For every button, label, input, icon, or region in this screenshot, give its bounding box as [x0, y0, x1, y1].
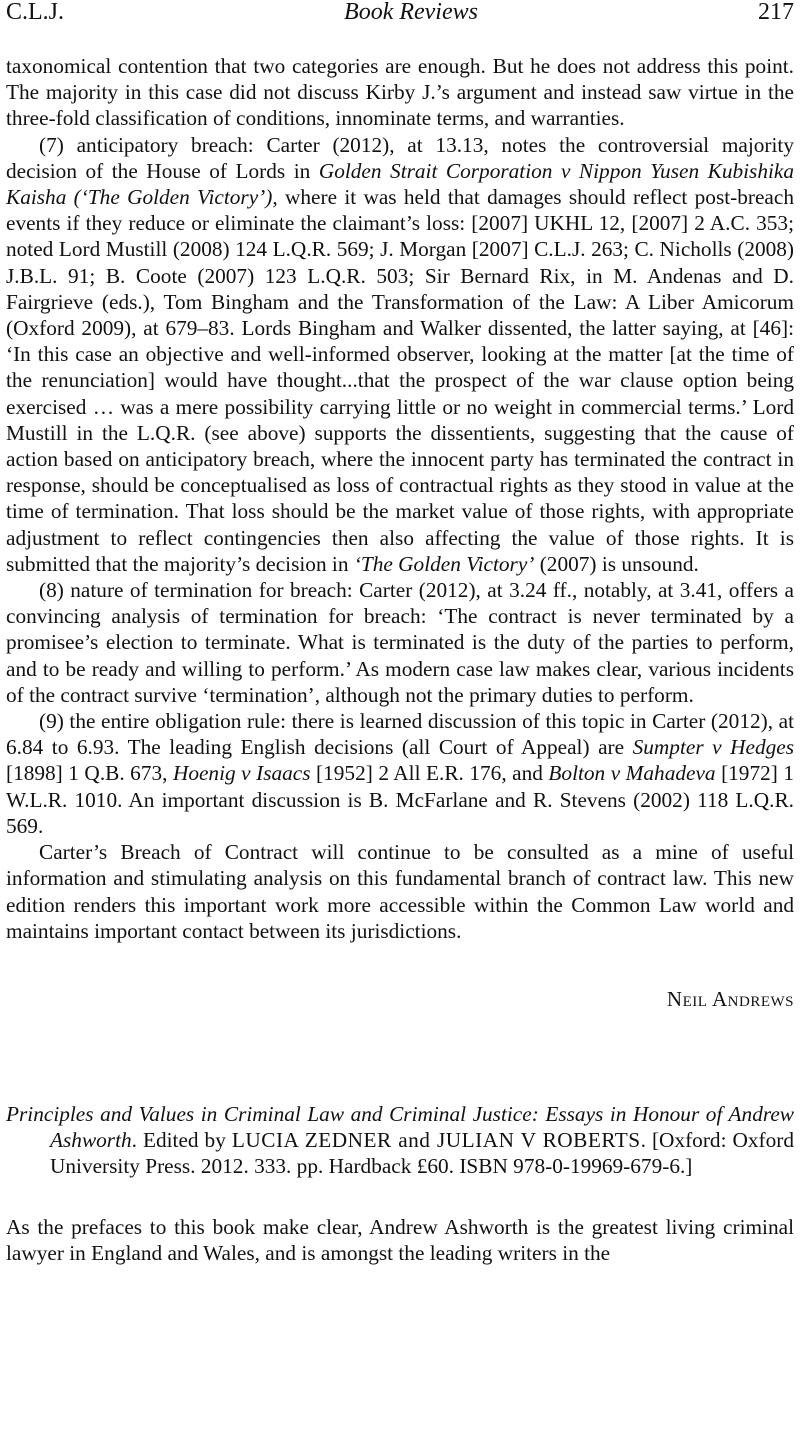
review-continuation: [6, 53, 794, 944]
case-name: Golden Strait Corporation v Nippon Yusen Kubishika Kaisha (‘The Golden Victory’): [6, 158, 794, 210]
page: [6, 0, 794, 1266]
text-run: [1972] 1 W.L.R. 1010. An important discussion is B. McFarlane and R. Stevens (2002) 118 L.Q.R. 569.: [6, 761, 794, 838]
text-run: [1898] 1 Q.B. 673,: [6, 761, 173, 786]
text-run: , where it was held that damages should reflect post-breach events if they reduce or eliminate the claimant’s loss: [2007] UKHL 12, [2007] 2 A.C. 353; noted Lord Mustill (2008) 124 L.Q.R. 569; J. Morgan [2007] C.L.J. 263; C. Nicholls (2008) J.B.L. 91; B. Coote (2007) 123 L.Q.R. 503; Sir Bernard Rix, in M. Andenas and D. Fairgrieve (eds.), Tom Bingham and the Transformation of the Law: A Liber Amicorum (Oxford 2009), at 679–83. Lords Bingham and Walker dissented, the latter saying, at [46]: ‘In this case an objective and well-informed observer, looking at the matter [at the time of the renunciation] would have thought...that the prospect of the war clause option being exercised … was a mere possibility carrying little or no weight in commercial terms.’ Lord Mustill in the L.Q.R. (see above) supports the dissentients, suggesting that the cause of action based on anticipatory breach, where the innocent party has terminated the contract in response, should be conceptualised as loss of contractual rights as they stood in value at the time of termination. That loss should be the market value of those rights, with appropriate adjustment to reflect contingencies then also affecting the value of those rights. It is submitted that the majority’s decision in: [6, 185, 794, 576]
running-head: [6, 0, 794, 26]
section-title: Book Reviews: [344, 0, 478, 25]
editors: LUCIA ZEDNER and JULIAN V ROBERTS: [231, 1128, 641, 1153]
paragraph-conclusion: Carter’s Breach of Contract will continue to be consulted as a mine of useful information and stimulating analysis on this fundamental branch of contract law. This new edition renders this important work more accessible within the Common Law world and maintains important contact between its jurisdictions.: [6, 840, 794, 943]
text-run: [1952] 2 All E.R. 176, and: [310, 761, 549, 786]
journal-abbreviation: C.L.J.: [6, 0, 65, 25]
case-name: Sumpter v Hedges: [632, 735, 794, 760]
paragraph-anticipatory-breach: [6, 132, 794, 577]
text-run: (9) the entire obligation rule: there is learned discussion of this topic in Carter (2012), at 6.84 to 6.93. The leading English decisions (all Court of Appeal) are: [6, 709, 794, 760]
opening-paragraph: As the prefaces to this book make clear, Andrew Ashworth is the greatest living criminal lawyer in England and Wales, and is amongst the leading writers in the: [6, 1214, 794, 1265]
next-review-body: [6, 1214, 794, 1266]
case-name: Bolton v Mahadeva: [548, 761, 716, 786]
paragraph-entire-obligation: [6, 708, 794, 839]
publication-details: . [Oxford: Oxford University Press. 2012. 333. pp. Hardback £60. ISBN 978-0-19969-679-6.]: [50, 1128, 794, 1179]
paragraph-taxonomy: taxonomical contention that two categories are enough. But he does not address this point. The majority in this case did not discuss Kirby J.’s argument and instead saw virtue in the three-fold classification of conditions, innominate terms, and warranties.: [6, 54, 794, 131]
text-run: . Edited by: [131, 1128, 232, 1153]
book-title: Principles and Values in Criminal Law and Criminal Justice: Essays in Honour of Andrew Ashworth: [6, 1101, 794, 1153]
page-number: 217: [758, 0, 794, 25]
reviewer-signature: Neil Andrews: [666, 986, 794, 1011]
case-name: ‘The Golden Victory’: [353, 551, 535, 576]
next-review-citation: [6, 1101, 794, 1180]
text-run: (7) anticipatory breach: Carter (2012), at 13.13, notes the controversial majority decision of the House of Lords in: [6, 132, 794, 183]
paragraph-termination: (8) nature of termination for breach: Carter (2012), at 3.24 ff., notably, at 3.41, offers a convincing analysis of termination for breach: ‘The contract is never terminated by a promisee’s election to terminate. What is terminated is the duty of the parties to perform, and to be ready and willing to perform.’ As modern case law makes clear, various incidents of the contract survive ‘termination’, although not the primary duties to perform.: [6, 578, 794, 707]
case-name: Hoenig v Isaacs: [172, 761, 311, 786]
text-run: (2007) is unsound.: [534, 551, 699, 576]
